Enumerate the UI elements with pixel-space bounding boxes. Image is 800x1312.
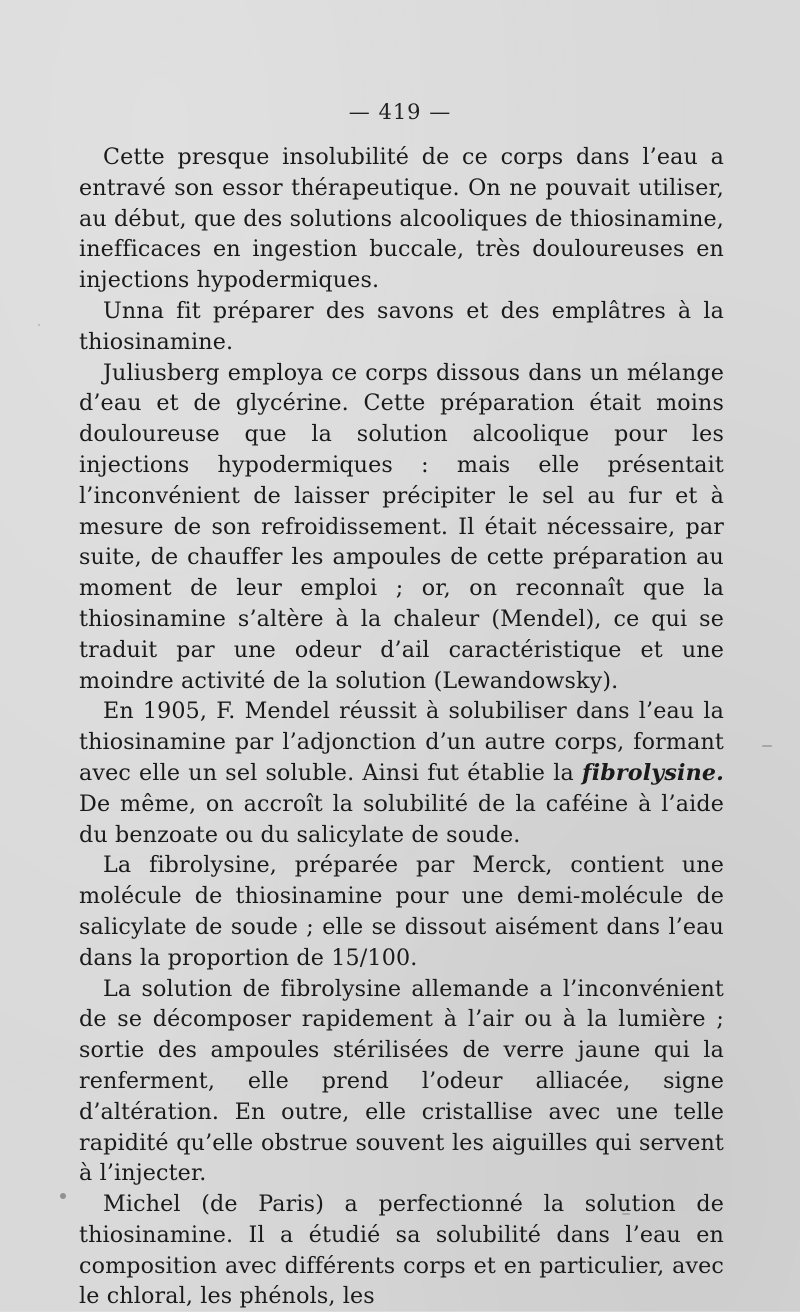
paragraph-german-solution: La solution de fibrolysine allemande a l’inconvénient de se décomposer rapidement à l’air ou à la lumière ; sortie des ampoules stérilisées de verre jaune qui la renferment, elle prend l’odeur alliacée, signe d’altération. En outre, elle cristallise avec une telle rapidité qu’elle obstrue souvent les aiguilles qui servent à l’injecter. [79, 975, 724, 1187]
paper-speck [622, 1213, 630, 1215]
paragraph-mendel [79, 696, 724, 850]
paragraph-insolubility: Cette presque insolubilité de ce corps dans l’eau a entravé son essor thérapeutique. On ne pouvait utiliser, au début, que des solutions alcooliques de thiosinamine, inefficaces en ingestion buccale, très douloureuses en injections hypodermiques. [79, 144, 724, 294]
paper-speck [60, 1193, 66, 1199]
page-number: — 419 — [348, 100, 452, 124]
body-text [79, 142, 724, 1312]
paragraph-juliusberg: Juliusberg employa ce corps dissous dans un mélange d’eau et de glycérine. Cette préparation était moins douloureuse que la solution alcoolique pour les injections hypodermiques : mais elle présentait l’inconvénient de laisser précipiter le sel au fur et à mesure de son refroidissement. Il était nécessaire, par suite, de chauffer les ampoules de cette préparation au moment de leur emploi ; or, on reconnaît que la thiosinamine s’altère à la chaleur (Mendel), ce qui se traduit par une odeur d’ail caractéristique et une moindre activité de la solution (Lewandowsky). [79, 359, 724, 694]
paragraph-unna: Unna fit préparer des savons et des emplâtres à la thiosinamine. [79, 297, 724, 355]
paragraph-merck: La fibrolysine, préparée par Merck, contient une molécule de thiosinamine pour une demi-molécule de salicylate de soude ; elle se dissout aisément dans l’eau dans la proportion de 15/100. [79, 852, 724, 971]
paragraph-michel: Michel (de Paris) a perfectionné la solution de thiosinamine. Il a étudié sa solubilité dans l’eau en composition avec différents corps et en particulier, avec le chloral, les phénols, les [79, 1191, 724, 1310]
mendel-text-after: De même, on accroît la solubilité de la caféine à l’aide du benzoate ou du salicylate de soude. [79, 790, 724, 848]
paper-speck [38, 324, 40, 326]
fibrolysine-emphasis: fibrolysine. [582, 759, 724, 786]
paper-speck [762, 745, 772, 747]
mendel-text-before: En 1905, F. Mendel réussit à solubiliser dans l’eau la thiosinamine par l’adjonction d’un autre corps, formant avec elle un sel soluble. Ainsi fut établie la [79, 698, 724, 786]
